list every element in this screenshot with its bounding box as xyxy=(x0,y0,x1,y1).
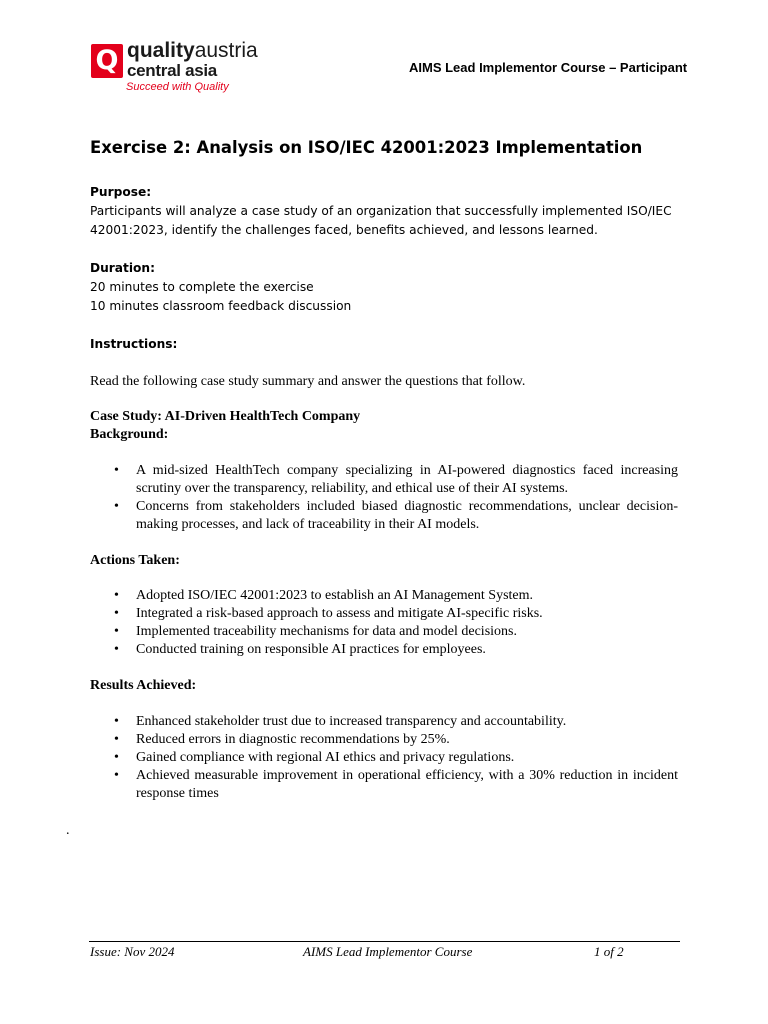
duration-item-1: 20 minutes to complete the exercise xyxy=(90,280,314,294)
instructions-text: Read the following case study summary and answer the questions that follow. xyxy=(90,374,526,389)
bullet-icon: • xyxy=(114,642,119,657)
list-item: • Gained compliance with regional AI ethics and privacy regulations. xyxy=(114,750,515,765)
list-item: • Enhanced stakeholder trust due to increased transparency and accountability. xyxy=(114,714,567,729)
instructions-heading: Instructions: xyxy=(90,337,178,351)
logo-q-mark xyxy=(91,44,123,78)
list-item: • Achieved measurable improvement in operational efficiency, with a 30% reduction in incident response times xyxy=(114,768,678,801)
purpose-heading: Purpose: xyxy=(90,185,152,199)
actions-list xyxy=(90,587,678,659)
background-list xyxy=(90,462,678,534)
purpose-line-1: Participants will analyze a case study of an organization that successfully implemented ISO/IEC xyxy=(90,204,672,218)
bullet-icon: • xyxy=(114,499,119,514)
purpose-line-2: 42001:2023, identify the challenges faced, benefits achieved, and lessons learned. xyxy=(90,223,598,237)
list-item: • Implemented traceability mechanisms for data and model decisions. xyxy=(114,624,517,639)
footer-divider xyxy=(89,941,680,942)
list-item: • Adopted ISO/IEC 42001:2023 to establish an AI Management System. xyxy=(114,588,534,603)
list-item: • Concerns from stakeholders included biased diagnostic recommendations, unclear decision-making processes, and lack of traceability in their AI models. xyxy=(114,499,678,532)
duration-heading: Duration: xyxy=(90,261,155,275)
results-heading: Results Achieved: xyxy=(90,678,197,693)
duration-item-2: 10 minutes classroom feedback discussion xyxy=(90,299,352,313)
list-item: • Reduced errors in diagnostic recommendations by 25%. xyxy=(114,732,450,747)
logo-q-letter: Q xyxy=(95,45,119,76)
logo-wordmark xyxy=(127,40,258,62)
bullet-icon: • xyxy=(114,588,119,603)
exercise-title: Exercise 2: Analysis on ISO/IEC 42001:2023 Implementation xyxy=(90,138,643,157)
stray-mark: . xyxy=(66,823,70,838)
bullet-icon: • xyxy=(114,768,119,783)
list-item: • A mid-sized HealthTech company specializing in AI-powered diagnostics faced increasing scrutiny over the transparency, reliability, and ethical use of their AI systems. xyxy=(114,463,678,496)
bullet-icon: • xyxy=(114,714,119,729)
header-course-label: AIMS Lead Implementor Course – Participant xyxy=(409,60,688,75)
list-item: • Integrated a risk-based approach to assess and mitigate AI-specific risks. xyxy=(114,606,543,621)
logo-central-asia: central asia xyxy=(127,61,217,80)
actions-heading: Actions Taken: xyxy=(90,553,180,568)
bullet-icon: • xyxy=(114,463,119,478)
case-study-heading: Case Study: AI-Driven HealthTech Company xyxy=(90,409,361,424)
footer-issue: Issue: Nov 2024 xyxy=(90,944,175,959)
background-heading: Background: xyxy=(90,427,169,442)
logo-tagline: Succeed with Quality xyxy=(126,81,229,93)
list-item: • Conducted training on responsible AI practices for employees. xyxy=(114,642,486,657)
bullet-icon: • xyxy=(114,606,119,621)
footer-page-number: 1 of 2 xyxy=(594,944,624,959)
bullet-icon: • xyxy=(114,624,119,639)
logo-austria-text: austria xyxy=(194,39,258,62)
bullet-icon: • xyxy=(114,732,119,747)
results-list xyxy=(90,713,678,803)
bullet-icon: • xyxy=(114,750,119,765)
logo-quality-text: quality xyxy=(127,39,195,62)
footer-course: AIMS Lead Implementor Course xyxy=(303,944,473,959)
